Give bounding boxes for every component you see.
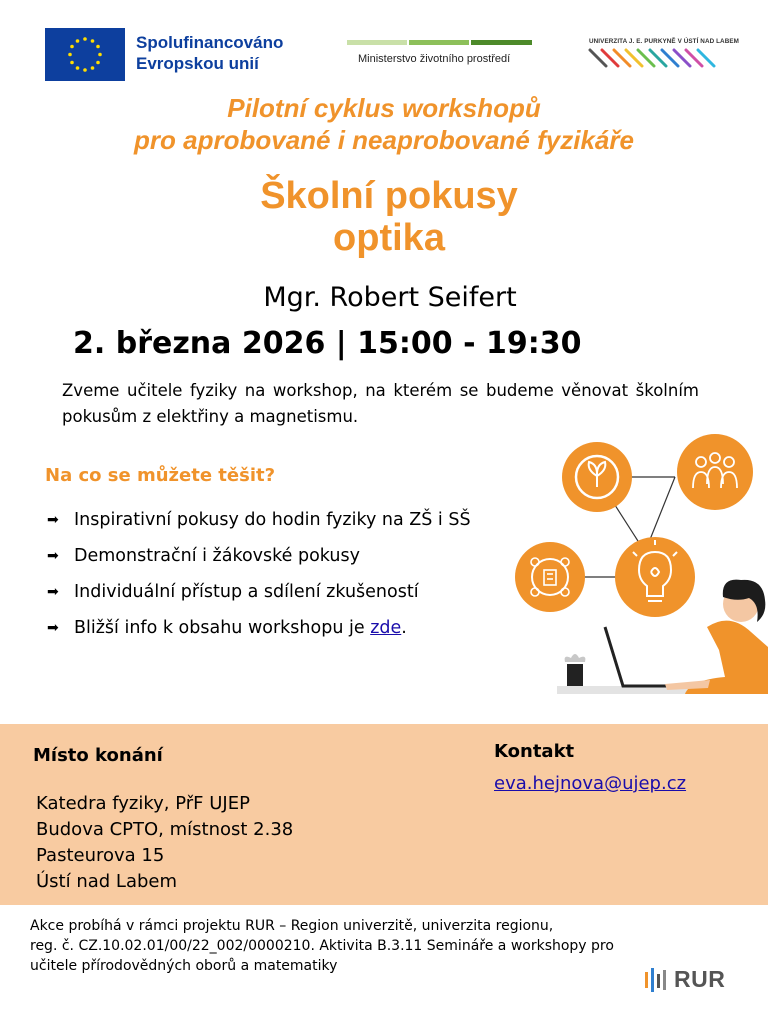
arrow-bullet-icon: ➡: [47, 584, 59, 600]
list-item-text: Bližší info k obsahu workshopu je: [74, 618, 365, 638]
arrow-bullet-icon: ➡: [47, 620, 59, 636]
list-item: [45, 544, 495, 569]
rur-logo-text: RUR: [674, 966, 726, 992]
event-series-subtitle: [0, 92, 768, 156]
more-info-link[interactable]: zde: [370, 618, 402, 638]
subtitle-line-1: Pilotní cyklus workshopů: [227, 93, 541, 123]
team-icon: [677, 434, 753, 510]
university-logo-text: UNIVERZITA J. E. PURKYNĚ V ÚSTÍ NAD LABEM: [589, 38, 739, 45]
benefits-list: [45, 508, 495, 652]
contact-heading: Kontakt: [494, 741, 575, 762]
title-line-2: optika: [333, 217, 445, 259]
university-stripes-icon: [588, 48, 720, 70]
benefits-heading: Na co se můžete těšit?: [45, 465, 276, 486]
workshop-illustration: [505, 432, 768, 710]
subtitle-line-2: pro aprobované i neaprobované fyzikáře: [134, 125, 634, 155]
lecturer-name: Mgr. Robert Seifert: [263, 282, 517, 313]
venue-line: Ústí nad Labem: [36, 871, 178, 892]
list-item: [45, 580, 495, 605]
venue-line: Budova CPTO, místnost 2.38: [36, 819, 294, 840]
idea-bulb-icon: [615, 537, 695, 617]
footer-line-1: Akce probíhá v rámci projektu RUR – Region univerzitě, univerzita regionu,: [30, 918, 554, 934]
list-item-text: Inspirativní pokusy do hodin fyziky na ZŠ i SŠ: [74, 510, 471, 530]
venue-address: [36, 791, 293, 895]
footer-line-3: učitele přírodovědných oborů a matematiky: [30, 958, 338, 974]
eu-cofinanced-label: [136, 32, 283, 74]
eu-line-1: Spolufinancováno: [136, 33, 284, 52]
venue-line: Pasteurova 15: [36, 845, 165, 866]
venue-line: Katedra fyziky, PřF UJEP: [36, 793, 250, 814]
workshop-title: [0, 175, 768, 259]
title-line-1: Školní pokusy: [260, 175, 518, 217]
arrow-bullet-icon: ➡: [47, 548, 59, 564]
venue-heading: Místo konání: [33, 745, 163, 766]
list-item: [45, 508, 495, 533]
eu-stars-icon: [45, 28, 125, 81]
sustainability-icon: [562, 442, 632, 512]
event-date-time: 2. března 2026 | 15:00 - 19:30: [73, 326, 582, 361]
ministry-logo-bars: [347, 40, 532, 45]
ministry-logo-text: Ministerstvo životního prostředí: [358, 53, 511, 65]
list-item-text: Demonstrační i žákovské pokusy: [74, 546, 360, 566]
list-item: ➡ Bližší info k obsahu workshopu je zde.: [45, 616, 495, 641]
community-network-icon: [515, 542, 585, 612]
arrow-bullet-icon: ➡: [47, 512, 59, 528]
eu-line-2: Evropskou unií: [136, 54, 259, 73]
footer-line-2: reg. č. CZ.10.02.01/00/22_002/0000210. Aktivita B.3.11 Semináře a workshopy pro: [30, 938, 614, 954]
eu-flag-logo: [45, 28, 125, 81]
rur-bars-icon: [644, 968, 670, 992]
intro-paragraph: Zveme učitele fyziky na workshop, na kterém se budeme věnovat školním pokusům z elektřiny a magnetismu.: [62, 381, 699, 426]
list-item-text: Individuální přístup a sdílení zkušeností: [74, 582, 419, 602]
project-footer-note: [30, 916, 740, 976]
contact-email-link[interactable]: eva.hejnova@ujep.cz: [494, 773, 687, 794]
